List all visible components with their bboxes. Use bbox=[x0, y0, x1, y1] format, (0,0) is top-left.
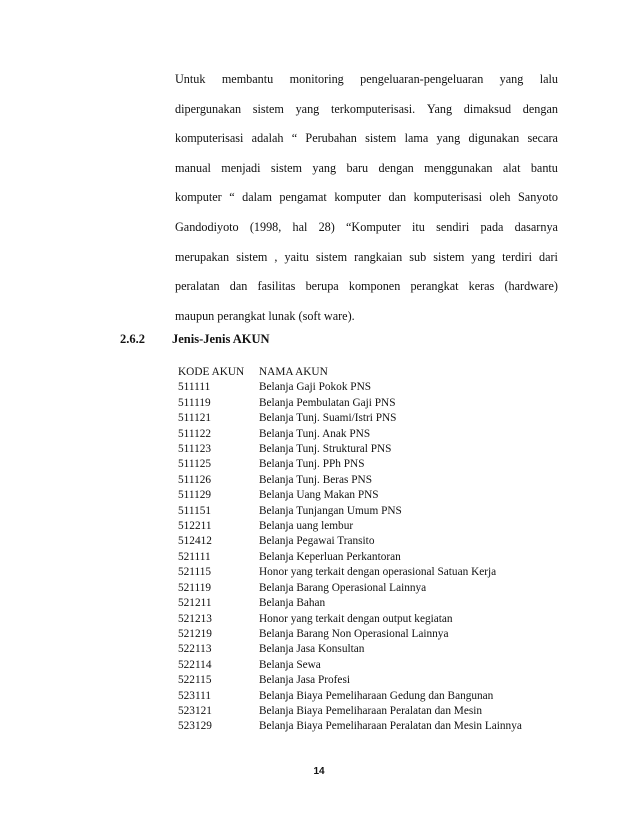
table-row bbox=[178, 704, 522, 719]
column-header-name: NAMA AKUN bbox=[259, 366, 328, 378]
account-code-cell: 512211 bbox=[178, 520, 212, 533]
table-row bbox=[178, 380, 522, 395]
paragraph-line: komputer “ dalam pengamat komputer dan komputerisasi oleh Sanyoto bbox=[175, 190, 558, 205]
paragraph-line: dipergunakan sistem yang terkomputerisasi. Yang dimaksud dengan bbox=[175, 101, 558, 116]
account-name-cell: Belanja Biaya Pemeliharaan Gedung dan Bangunan bbox=[259, 689, 494, 702]
column-header-code: KODE AKUN bbox=[178, 366, 245, 378]
paragraph-line: komputerisasi adalah “ Perubahan sistem lama yang digunakan secara bbox=[175, 131, 558, 146]
account-name-cell: Belanja Tunj. Struktural PNS bbox=[259, 443, 392, 456]
page-number: 14 bbox=[313, 766, 325, 777]
account-name-cell: Belanja Tunjangan Umum PNS bbox=[259, 504, 402, 517]
account-code-cell: 521211 bbox=[178, 597, 212, 610]
account-name-cell: Belanja Bahan bbox=[259, 597, 326, 610]
account-table bbox=[178, 365, 522, 735]
table-row bbox=[178, 442, 522, 457]
account-code-cell: 511125 bbox=[178, 458, 212, 471]
table-row bbox=[178, 581, 522, 596]
account-name-cell: Belanja Jasa Profesi bbox=[259, 674, 350, 687]
table-row bbox=[178, 673, 522, 688]
account-name-cell: Belanja Tunj. PPh PNS bbox=[259, 458, 365, 471]
account-code-cell: 521111 bbox=[178, 550, 211, 563]
account-name-cell: Belanja Sewa bbox=[259, 658, 321, 671]
table-row bbox=[178, 411, 522, 426]
section-number: 2.6.2 bbox=[120, 332, 145, 346]
account-code-cell: 511129 bbox=[178, 489, 212, 502]
paragraph-line: Gandodiyoto (1998, hal 28) “Komputer itu sendiri pada dasarnya bbox=[175, 219, 558, 234]
account-code-cell: 523111 bbox=[178, 689, 212, 702]
section-heading bbox=[120, 331, 270, 347]
account-name-cell: Belanja Pembulatan Gaji PNS bbox=[259, 396, 396, 409]
account-name-cell: Belanja Keperluan Perkantoran bbox=[259, 550, 401, 563]
table-row bbox=[178, 488, 522, 503]
table-row bbox=[178, 427, 522, 442]
account-code-cell: 511151 bbox=[178, 504, 212, 517]
account-code-cell: 512412 bbox=[178, 535, 212, 548]
account-code-cell: 511119 bbox=[178, 396, 211, 409]
account-code-cell: 522114 bbox=[178, 658, 212, 671]
table-header-row bbox=[178, 365, 522, 380]
account-name-cell: Belanja Biaya Pemeliharaan Peralatan dan Mesin bbox=[259, 704, 483, 717]
account-name-cell: Honor yang terkait dengan output kegiatan bbox=[259, 612, 453, 625]
account-code-cell: 523129 bbox=[178, 720, 212, 733]
account-code-cell: 522115 bbox=[178, 674, 212, 687]
account-name-cell: Belanja uang lembur bbox=[259, 520, 354, 533]
account-code-cell: 511123 bbox=[178, 443, 212, 456]
account-code-cell: 511126 bbox=[178, 473, 212, 486]
table-row bbox=[178, 612, 522, 627]
table-row bbox=[178, 719, 522, 734]
account-name-cell: Belanja Uang Makan PNS bbox=[259, 489, 379, 502]
table-row bbox=[178, 457, 522, 472]
paragraph-line: maupun perangkat lunak (soft ware). bbox=[175, 308, 355, 323]
paragraph-line: peralatan dan fasilitas berupa komponen perangkat keras (hardware) bbox=[175, 279, 558, 294]
table-row bbox=[178, 565, 522, 580]
body-paragraph bbox=[175, 65, 558, 331]
table-row bbox=[178, 658, 522, 673]
account-code-cell: 511121 bbox=[178, 412, 212, 425]
table-row bbox=[178, 504, 522, 519]
account-name-cell: Belanja Biaya Pemeliharaan Peralatan dan Mesin Lainnya bbox=[259, 720, 522, 733]
account-code-cell: 523121 bbox=[178, 704, 212, 717]
account-name-cell: Belanja Barang Non Operasional Lainnya bbox=[259, 627, 449, 640]
account-name-cell: Belanja Tunj. Suami/Istri PNS bbox=[259, 412, 397, 425]
account-name-cell: Honor yang terkait dengan operasional Satuan Kerja bbox=[259, 566, 497, 579]
table-row bbox=[178, 627, 522, 642]
section-title: Jenis-Jenis AKUN bbox=[172, 332, 270, 346]
table-row bbox=[178, 550, 522, 565]
account-name-cell: Belanja Jasa Konsultan bbox=[259, 643, 365, 656]
account-code-cell: 521219 bbox=[178, 627, 212, 640]
account-name-cell: Belanja Gaji Pokok PNS bbox=[259, 381, 372, 394]
account-name-cell: Belanja Tunj. Beras PNS bbox=[259, 473, 372, 486]
account-code-cell: 521119 bbox=[178, 581, 212, 594]
account-name-cell: Belanja Barang Operasional Lainnya bbox=[259, 581, 427, 594]
account-code-cell: 511122 bbox=[178, 427, 212, 440]
account-code-cell: 521213 bbox=[178, 612, 212, 625]
table-row bbox=[178, 519, 522, 534]
table-row bbox=[178, 396, 522, 411]
table-row bbox=[178, 642, 522, 657]
paragraph-line: merupakan sistem , yaitu sistem rangkaian sub sistem yang terdiri dari bbox=[175, 249, 558, 264]
account-name-cell: Belanja Tunj. Anak PNS bbox=[259, 427, 371, 440]
table-row bbox=[178, 689, 522, 704]
account-name-cell: Belanja Pegawai Transito bbox=[259, 535, 375, 548]
paragraph-line: manual menjadi sistem yang baru dengan menggunakan alat bantu bbox=[175, 160, 558, 175]
table-row bbox=[178, 473, 522, 488]
paragraph-line: Untuk membantu monitoring pengeluaran-pengeluaran yang lalu bbox=[175, 72, 558, 86]
account-code-cell: 511111 bbox=[178, 381, 211, 394]
table-row bbox=[178, 596, 522, 611]
account-code-cell: 521115 bbox=[178, 566, 212, 579]
table-row bbox=[178, 534, 522, 549]
account-code-cell: 522113 bbox=[178, 643, 212, 656]
